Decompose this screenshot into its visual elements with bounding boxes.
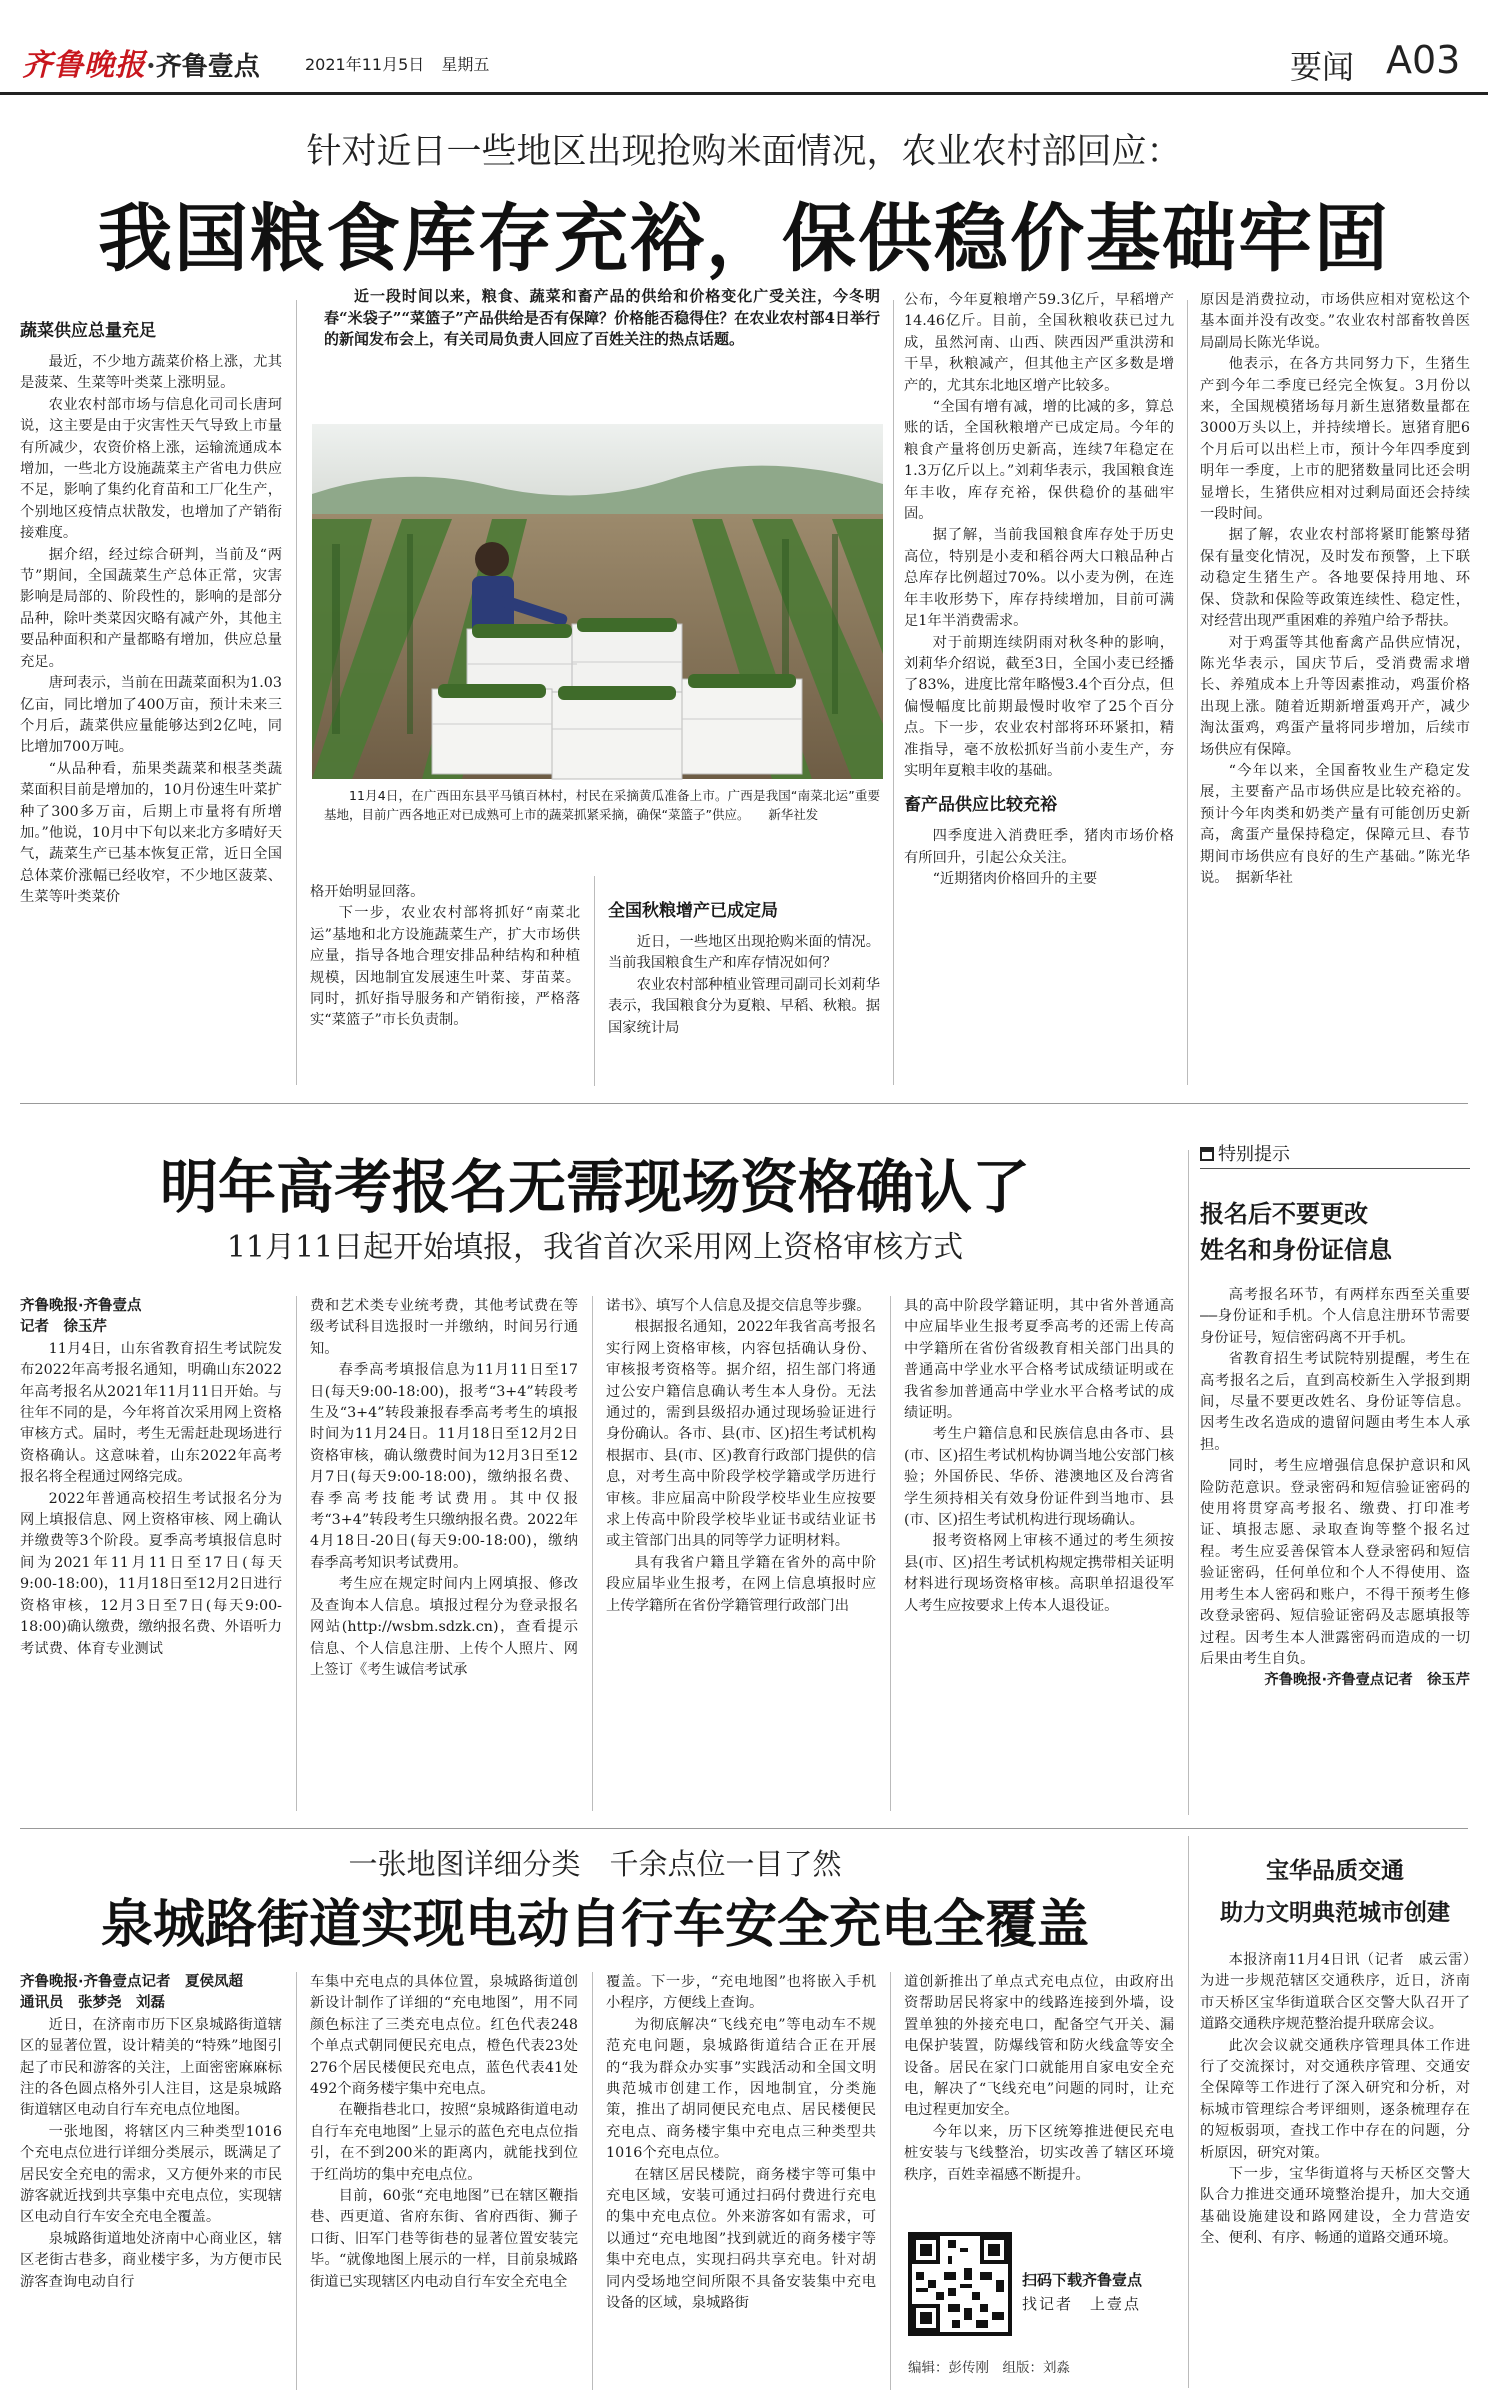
article3-column-3 [606,1972,876,2390]
paragraph: 据介绍，经过综合研判，当前及“两节”期间，全国蔬菜生产总体正常，灾害影响是局部的、阶段性的，影响的是部分品种，除叶类菜因灾略有减产外，其他主要品种面积和产量都略有增加，供应总量充足。 [20,546,282,670]
article2-headline: 明年高考报名无需现场资格确认了 [159,1153,1030,1221]
column-divider [296,300,297,1085]
subheading: 全国秋粮增产已成定局 [608,901,778,921]
article1-column-1 [20,308,282,1088]
paragraph: 农业农村部市场与信息化司司长唐珂说，这主要是由于灾害性天气导致上市量有所减少，农资价格上涨，运输流通成本增加，一些北方设施蔬菜主产省电力供应不足，影响了集约化育苗和工厂化生产，个别地区疫情点状散发，也增加了产销衔接难度。 [20,396,282,542]
masthead [0,0,1488,96]
paragraph: 他表示，在各方共同努力下，生猪生产到今年二季度已经完全恢复。3月份以来，全国规模猪场每月新生崽猪数量都在3000万头以上，并持续增长。崽猪育肥6个月后可以出栏上市，预计今年四季度到明年一季度，上市的肥猪数量同比还会明显增长，生猪供应相对过剩局面还会持续一段时间。 [1200,356,1470,523]
masthead-logo [22,40,292,82]
article3-column-1 [20,1972,282,2390]
article1-headline: 我国粮食库存充裕，保供稳价基础牢固 [98,196,1390,282]
qr-code-icon [912,2236,1008,2332]
sidebar1-rule [1200,1168,1470,1169]
sidebar1-title-line2: 姓名和身份证信息 [1200,1236,1392,1264]
note-icon [1200,1147,1214,1161]
paragraph: 公布，今年夏粮增产59.3亿斤，早稻增产14.46亿斤。目前，全国秋粮收获已过九成，虽然河南、山西、陕西因严重洪涝和干旱，秋粮减产，但其他主产区多数是增产的，尤其东北地区增产比较多。 [904,292,1174,394]
paragraph: 具有我省户籍且学籍在省外的高中阶段应届毕业生报考，在网上信息填报时应上传学籍所在省份学籍管理行政部门出 [606,1554,876,1614]
paragraph: 具的高中阶段学籍证明，其中省外普通高中应届毕业生报考夏季高考的还需上传高中学籍所在省份省级教育相关部门出具的普通高中学业水平合格考试成绩证明或在我省参加普通高中学业水平合格考试的成绩证明。 [904,1298,1174,1422]
article1-photo-caption [324,786,880,846]
subheading: 畜产品供应比较充裕 [904,795,1057,816]
qr-caption-line2: 找记者 上壹点 [1022,2295,1142,2313]
cucumber-harvest-photo [312,424,883,779]
paragraph: 下一步，农业农村部将抓好“南菜北运”基地和北方设施蔬菜生产，扩大市场供应量，指导各地合理安排品种结构和种植规模，因地制宜发展速生叶菜、芽苗菜。同时，抓好指导服务和产销衔接，严格落实“菜篮子”市长负责制。 [310,905,580,1029]
page-number: A03 [1386,38,1461,82]
column-divider [893,300,894,1085]
column-divider [296,1296,297,1811]
article2-subhead: 11月11日起开始填报，我省首次采用网上资格审核方式 [226,1230,964,1265]
date-text: 2021年11月5日 [305,55,425,74]
paragraph: 报考资格网上审核不通过的考生须按县(市、区)招生考试机构规定携带相关证明材料进行现场资格审核。高职单招退役军人考生应按要求上传本人退役证。 [904,1533,1174,1614]
paragraph: 据了解，当前我国粮食库存处于历史高位，特别是小麦和稻谷两大口粮品种占总库存比例超过70%。以小麦为例，在连年丰收形势下，库存持续增加，目前可满足1年半消费需求。 [904,527,1174,630]
sidebar1-body [1200,1285,1470,1815]
qr-caption-line1: 扫码下载齐鲁壹点 [1022,2271,1143,2289]
paragraph: 目前，60张“充电地图”已在辖区鞭指巷、西更道、省府东街、省府西街、狮子口街、旧军门巷等街巷的显著位置安装完毕。“就像地图上展示的一样，目前泉城路街道已实现辖区内电动自行车安全充电全 [310,2188,578,2290]
paragraph: 考生应在规定时间内上网填报、修改及查询本人信息。填报过程分为登录报名网站(http://wsbm.sdzk.cn)，查看提示信息、个人信息注册、上传个人照片、网上签订《考生诚信考试承 [310,1576,578,1678]
paragraph: “近期猪肉价格回升的主要 [932,871,1098,888]
section-rule [20,1828,1468,1829]
qr-code[interactable] [908,2232,1012,2336]
section-label: 要闻 [1290,48,1355,86]
paragraph: 考生户籍信息和民族信息由各市、县(市、区)招生考试机构协调当地公安部门核验；外国侨民、华侨、港澳地区及台湾省学生须持相关有效身份证件到当地市、县(市、区)招生考试机构进行现场确认。 [904,1426,1174,1529]
paragraph: 对于鸡蛋等其他畜禽产品供应情况，陈光华表示，国庆节后，受消费需求增长、养殖成本上升等因素推动，鸡蛋价格出现上涨。随着近期新增蛋鸡开产，减少淘汰蛋鸡，鸡蛋产量将同步增加，后续市场供应有保障。 [1200,634,1470,758]
paragraph: 四季度进入消费旺季，猪肉市场价格有所回升，引起公众关注。 [904,828,1174,866]
column-divider [296,1972,297,2390]
paragraph: 在鞭指巷北口，按照“泉城路街道电动自行车充电地图”上显示的蓝色充电点位指引，在不到200米的距离内，就能找到位于红尚坊的集中充电点位。 [310,2102,578,2183]
column-divider [890,1972,891,2390]
paragraph: 在辖区居民楼院，商务楼宇等可集中充电区域，安装可通过扫码付费进行充电的集中充电点位。外来游客如有需求，可以通过“充电地图”找到就近的商务楼宇等集中充电点，实现扫码共享充电。针对胡同内受场地空间所限不具备安装集中充电设备的区域，泉城路街 [606,2166,876,2312]
paragraph: 车集中充电点的具体位置，泉城路街道创新设计制作了详细的“充电地图”，用不同颜色标注了三类充电点位。红色代表248个单点式朝同便民充电点，橙色代表23处276个居民楼便民充电点，蓝色代表41处492个商务楼宇集中充电点。 [310,1974,578,2098]
masthead-rule [0,92,1488,95]
column-divider [594,876,595,1086]
paragraph: 道创新推出了单点式充电点位，由政府出资帮助居民将家中的线路连接到外墙，设置单独的外接充电口，配备空气开关、漏电保护装置，防爆线管和防火线盒等安全设备。居民在家门口就能用自家电安全充电，解决了“飞线充电”问题的同时，让充电过程更加安全。 [904,1974,1174,2119]
paragraph: 费和艺术类专业统考费，其他考试费在等级考试科目选报时一并缴纳，时间另行通知。 [310,1298,578,1357]
paragraph: 11月4日，山东省教育招生考试院发布2022年高考报名通知，明确山东2022年高考报名从2021年11月11日开始。与往年不同的是，今年将首次采用网上资格审核方式。届时，考生无需赶赴现场进行资格确认。这意味着，山东2022年高考报名将全程通过网络完成。 [20,1340,282,1486]
issue-date [305,52,489,75]
article3-column-4 [904,1972,1174,2183]
article1-column-4 [904,290,1174,1088]
paragraph: 农业农村部种植业管理司副司长刘莉华表示，我国粮食分为夏粮、早稻、秋粮。据国家统计局 [608,976,880,1036]
paragraph: 近日，在济南市历下区泉城路街道辖区的显著位置，设计精美的“特殊”地图引起了市民和游客的关注，上面密密麻麻标注的各色圆点格外引人注目，这是泉城路街道辖区电动自行车充电点位地图。 [20,2016,282,2119]
logo-qilu-yidian: 齐鲁壹点 [155,52,260,82]
article2-column-3 [606,1296,876,1816]
logo-separator: · [146,49,156,82]
article3-kicker: 一张地图详细分类 千余点位一目了然 [348,1847,842,1881]
sidebar2-body [1200,1950,1485,2390]
editor-credit: 编辑：彭传刚 组版：刘淼 [908,2360,1070,2376]
paragraph: 最近，不少地方蔬菜价格上涨，尤其是菠菜、生菜等叶类菜上涨明显。 [20,354,282,392]
paragraph: 下一步，宝华街道将与天桥区交警大队合力推进交通环境整治提升，加大交通基础设施建设和路网建设，全力营造安全、便利、有序、畅通的道路交通环境。 [1200,2166,1470,2247]
paragraph: “从品种看，茄果类蔬菜和根茎类蔬菜面积目前是增加的，10月份速生叶菜扩种了300多万亩，后期上市量将有所增加。”他说，10月中下旬以来北方多晴好天气，蔬菜生产已基本恢复正常，近日全国总体菜价涨幅已经收窄，不少地区菠菜、生菜等叶类菜价 [20,760,282,906]
sidebar2-title-line2: 助力文明典范城市创建 [1220,1900,1450,1926]
paragraph: 诺书》、填写个人信息及提交信息等步骤。 [606,1298,871,1314]
sidebar2-title-line1: 宝华品质交通 [1266,1858,1404,1884]
paragraph: 原因是消费拉动，市场供应相对宽松这个基本面并没有改变。”农业农村部畜牧兽医局副局长陈光华说。 [1200,292,1470,351]
article1-column-3 [608,888,880,1088]
article1-lead [324,286,880,416]
paragraph: 本报济南11月4日讯（记者 戚云雷） 为进一步规范辖区交通秩序，近日，济南市天桥区宝华街道联合区交警大队召开了道路交通秩序规范整治提升联席会议。 [1200,1952,1485,2033]
paragraph: “全国有增有减，增的比减的多，算总账的话，全国秋粮增产已成定局。今年的粮食产量将创历史新高，连续7年稳定在1.3万亿斤以上。”刘莉华表示，我国粮食连年丰收，库存充裕，保供稳价的基础牢固。 [904,399,1174,523]
column-divider [890,1296,891,1811]
column-divider [1187,300,1188,1085]
article3-column-2 [310,1972,578,2390]
byline: 通讯员 张梦尧 刘磊 [20,1995,165,2012]
paragraph: 一张地图，将辖区内三种类型1016个充电点位进行详细分类展示，既满足了居民安全充电的需求，又方便外来的市民游客就近找到共享集中充电点位，实现辖区电动自行车安全充电全覆盖。 [20,2123,282,2226]
byline: 齐鲁晚报·齐鲁壹点 [20,1298,142,1314]
article2-column-1 [20,1296,282,1816]
article1-kicker: 针对近日一些地区出现抢购米面情况，农业农村部回应： [306,132,1182,172]
paragraph: 省教育招生考试院特别提醒，考生在高考报名之后，直到高校新生入学报到期间，尽量不要更改姓名、身份证等信息。因考生改名造成的遗留问题由考生本人承担。 [1200,1351,1470,1453]
sidebar1-label-text: 特别提示 [1218,1144,1290,1165]
article2-column-4 [904,1296,1174,1816]
paragraph: 泉城路街道地处济南中心商业区，辖区老街古巷多，商业楼宇多，为方便市民游客查询电动自行 [20,2230,282,2290]
paragraph: 此次会议就交通秩序管理具体工作进行了交流探讨，对交通秩序管理、交通安全保障等工作进行了深入研究和分析，对标城市管理综合考评细则，逐条梳理存在的短板弱项，查找工作中存在的问题，分析原因，研究对策。 [1200,2037,1470,2161]
sidebar-divider [1188,1150,1189,1815]
byline: 齐鲁晚报·齐鲁壹点记者 夏侯凤超 [20,1974,244,1990]
paragraph: 根据报名通知，2022年我省高考报名实行网上资格审核，内容包括确认身份、审核报考资格等。据介绍，招生部门将通过公安户籍信息确认考生本人身份。无法通过的，需到县级招办通过现场验证进行身份确认。各市、县(市、区)招生考试机构根据市、县(市、区)教育行政部门提供的信息，对考生高中阶段学校学籍或学历进行审核。非应届高中阶段学校毕业生应按要求上传高中阶段学校毕业证书或结业证书或主管部门出具的同等学力证明材料。 [606,1319,876,1550]
paragraph: 为彻底解决“飞线充电”等电动车不规范充电问题，泉城路街道结合正在开展的“我为群众办实事”实践活动和全国文明典范城市创建工作，因地制宜，分类施策，推出了胡同便民充电点、居民楼便民充电点、商务楼宇集中充电点三种类型共1016个充电点位。 [606,2016,876,2162]
sidebar1-label [1200,1140,1290,1166]
column-divider [592,1296,593,1811]
article1-column-5 [1200,290,1470,1088]
article1-column-2 [310,882,580,1087]
article1-photo [312,424,883,779]
paragraph: 覆盖。下一步，“充电地图”也将嵌入手机小程序，方便线上查询。 [606,1974,876,2012]
paragraph: 唐珂表示，当前在田蔬菜面积为1.03亿亩，同比增加了400万亩，预计未来三个月后，蔬菜供应量能够达到2亿吨，同比增加700万吨。 [20,675,282,756]
sidebar-divider [1188,1836,1189,2388]
paragraph: “今年以来，全国畜牧业生产稳定发展，主要畜产品市场供应是比较充裕的。预计今年肉类和奶类产量有可能创历史新高，禽蛋产量保持稳定，保障元旦、春节期间市场供应有良好的生产基础。”陈光华说。 据新华社 [1200,762,1470,886]
article2-column-2 [310,1296,578,1816]
logo-qilu-evening-news: 齐鲁晚报 [22,48,146,83]
byline: 记者 徐玉芹 [20,1319,107,1336]
paragraph: 格开始明显回落。 [310,884,425,900]
column-divider [592,1972,593,2390]
sidebar1-title [1200,1196,1470,1268]
article1-lead-text: 近一段时间以来，粮食、蔬菜和畜产品的供给和价格变化广受关注，今冬明春“米袋子”“菜篮子”产品供给是否有保障？价格能否稳得住？在农业农村部4日举行的新闻发布会上，有关司局负责人回应了百姓关注的热点话题。 [324,287,880,348]
photo-caption-text: 11月4日，在广西田东县平马镇百林村，村民在采摘黄瓜准备上市。广西是我国“南菜北运”重要基地，目前广西各地正对已成熟可上市的蔬菜抓紧采摘，确保“菜篮子”供应。 新华社发 [324,788,880,822]
paragraph: 春季高考填报信息为11月11日至17日(每天9:00-18:00)，报考“3+4”转段考生及“3+4”转段兼报春季高考考生的填报时间为11月24日。11月18日至12月2日资格审核，确认缴费时间为12月3日至12月7日(每天9:00-18:00)，缴纳报名费、春季高考技能考试费用。其中仅报考“3+4”转段考生只缴纳报名费。2022年4月18日-20日(每天9:00-18:00)，缴纳春季高考知识考试费用。 [310,1362,578,1571]
subheading: 蔬菜供应总量充足 [20,321,156,341]
weekday-text: 星期五 [441,55,490,74]
paragraph: 据了解，农业农村部将紧盯能繁母猪保有量变化情况，及时发布预警，上下联动稳定生猪生产。各地要保持用地、环保、贷款和保险等政策连续性、稳定性，对经营出现严重困难的养殖户给予帮扶。 [1200,527,1470,630]
sidebar2-title [1200,1850,1470,1934]
paragraph: 今年以来，历下区统筹推进便民充电桩安装与飞线整治，切实改善了辖区环境秩序，百姓幸福感不断提升。 [904,2123,1174,2183]
paragraph: 同时，考生应增强信息保护意识和风险防范意识。登录密码和短信验证密码的使用将贯穿高考报名、缴费、打印准考证、填报志愿、录取查询等整个报名过程。考生应妥善保管本人登录密码和短信验证密码，任何单位和个人不得使用、盗用考生本人密码和账户，不得干预考生修改登录密码、短信验证密码及志愿填报等过程。因考生本人泄露密码而造成的一切后果由考生自负。 [1200,1458,1470,1667]
sidebar1-title-line1: 报名后不要更改 [1200,1200,1368,1228]
paragraph: 高考报名环节，有两样东西至关重要——身份证和手机。个人信息注册环节需要身份证号，短信密码离不开手机。 [1200,1287,1470,1346]
section-rule [20,1103,1468,1104]
article3-headline: 泉城路街道实现电动自行车安全充电全覆盖 [100,1894,1089,1955]
signature: 齐鲁晚报·齐鲁壹点记者 徐玉芹 [1264,1672,1470,1689]
paragraph: 对于前期连续阴雨对秋冬种的影响，刘莉华介绍说，截至3日，全国小麦已经播了83%，进度比常年略慢3.4个百分点，但偏慢幅度比前期最慢时收窄了25个百分点。下一步，农业农村部将环环紧扣，精准指导，毫不放松抓好当前小麦生产，夯实明年夏粮丰收的基础。 [904,634,1174,779]
qr-caption [1022,2268,1172,2316]
paragraph: 近日，一些地区出现抢购米面的情况。当前我国粮食生产和库存情况如何？ [608,934,880,972]
paragraph: 2022年普通高校招生考试报名分为网上填报信息、网上资格审核、网上确认并缴费等3个阶段。夏季高考填报信息时间为2021年11月11日至17日(每天9:00-18:00)，11月18日至12月2日进行资格审核，12月3日至7日(每天9:00-18:00)确认缴费，缴纳报名费、外语听力考试费、体育专业测试 [20,1490,282,1657]
